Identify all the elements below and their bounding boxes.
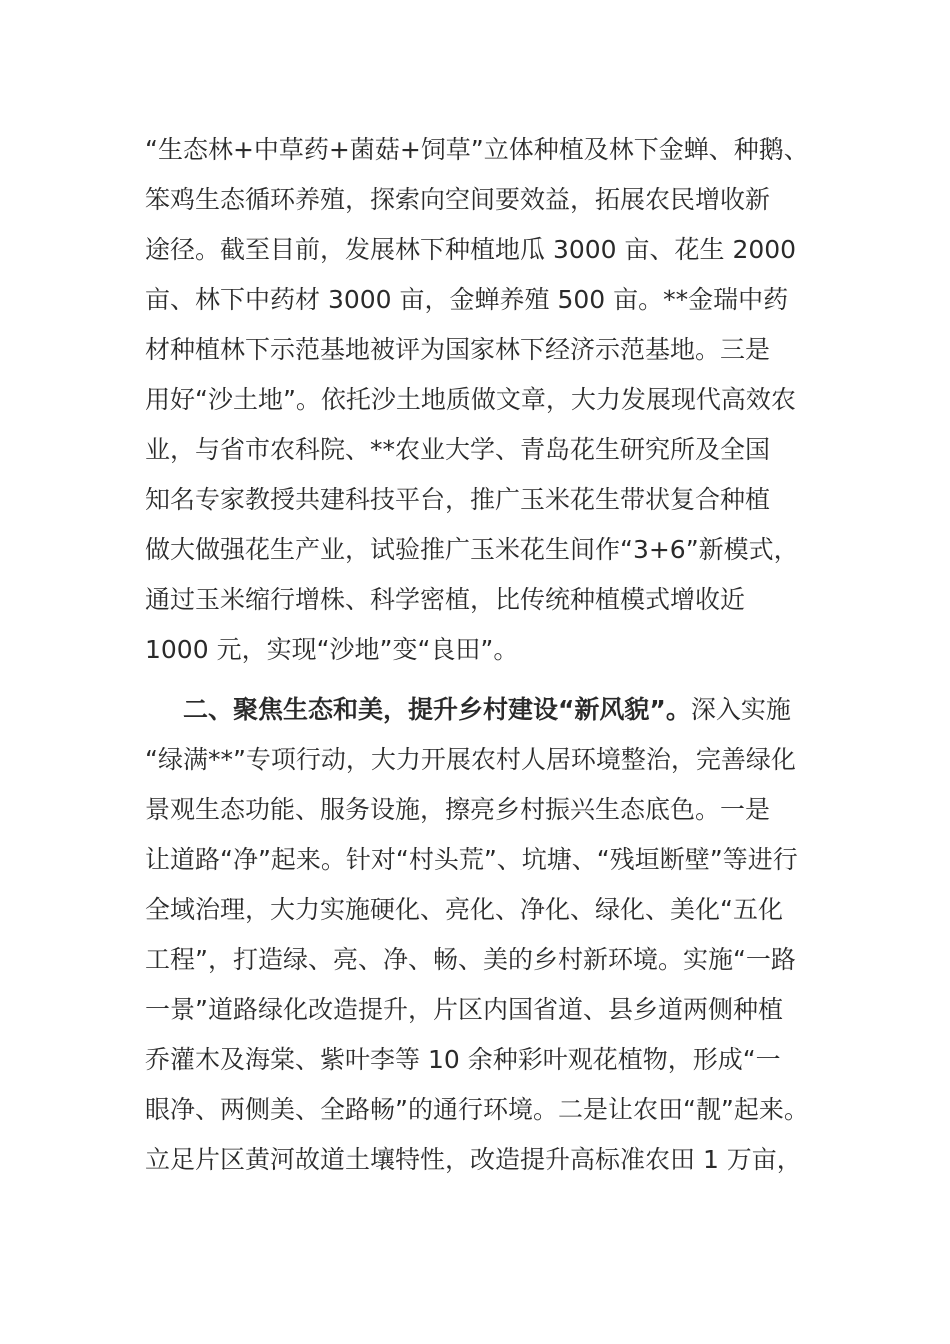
paragraph-ecological-beauty (145, 685, 845, 1185)
paragraph-forest-economy (145, 125, 845, 675)
text-line: 知名专家教授共建科技平台，推广玉米花生带状复合种植 (145, 485, 771, 514)
section-heading: 二、聚焦生态和美，提升乡村建设“新风貌”。 (183, 695, 691, 724)
text-line: 眼净、两侧美、全路畅”的通行环境。二是让农田“靓”起来。 (145, 1095, 809, 1124)
text-line: “绿满**”专项行动，大力开展农村人居环境整治，完善绿化 (145, 745, 796, 774)
text-line-rest: 深入实施 (690, 695, 791, 724)
text-line: 1000 元，实现“沙地”变“良田”。 (145, 635, 519, 664)
text-line: 业，与省市农科院、**农业大学、青岛花生研究所及全国 (145, 435, 771, 464)
text-line: 亩、林下中药材 3000 亩，金蝉养殖 500 亩。**金瑞中药 (145, 285, 789, 314)
text-line: 途径。截至目前，发展林下种植地瓜 3000 亩、花生 2000 (145, 235, 797, 264)
text-line: 做大做强花生产业，试验推广玉米花生间作“3+6”新模式， (145, 535, 799, 564)
text-line: “生态林+中草药+菌菇+饲草”立体种植及林下金蝉、种鹅、 (145, 135, 809, 164)
text-line: 笨鸡生态循环养殖，探索向空间要效益，拓展农民增收新 (145, 185, 771, 214)
text-line: 一景”道路绿化改造提升，片区内国省道、县乡道两侧种植 (145, 995, 783, 1024)
text-line: 材种植林下示范基地被评为国家林下经济示范基地。三是 (145, 335, 771, 364)
text-line: 全域治理，大力实施硬化、亮化、净化、绿化、美化“五化 (145, 895, 783, 924)
text-line: 让道路“净”起来。针对“村头荒”、坑塘、“残垣断壁”等进行 (145, 845, 798, 874)
text-line: 通过玉米缩行增株、科学密植，比传统种植模式增收近 (145, 585, 746, 614)
text-line: 工程”，打造绿、亮、净、畅、美的乡村新环境。实施“一路 (145, 945, 796, 974)
text-line: 用好“沙土地”。依托沙土地质做文章，大力发展现代高效农 (145, 385, 796, 414)
text-line: 立足片区黄河故道土壤特性，改造提升高标准农田 1 万亩， (145, 1145, 802, 1174)
text-line: 乔灌木及海棠、紫叶李等 10 余种彩叶观花植物，形成“一 (145, 1045, 781, 1074)
section-heading-line (145, 685, 845, 735)
text-line: 景观生态功能、服务设施，擦亮乡村振兴生态底色。一是 (145, 795, 771, 824)
